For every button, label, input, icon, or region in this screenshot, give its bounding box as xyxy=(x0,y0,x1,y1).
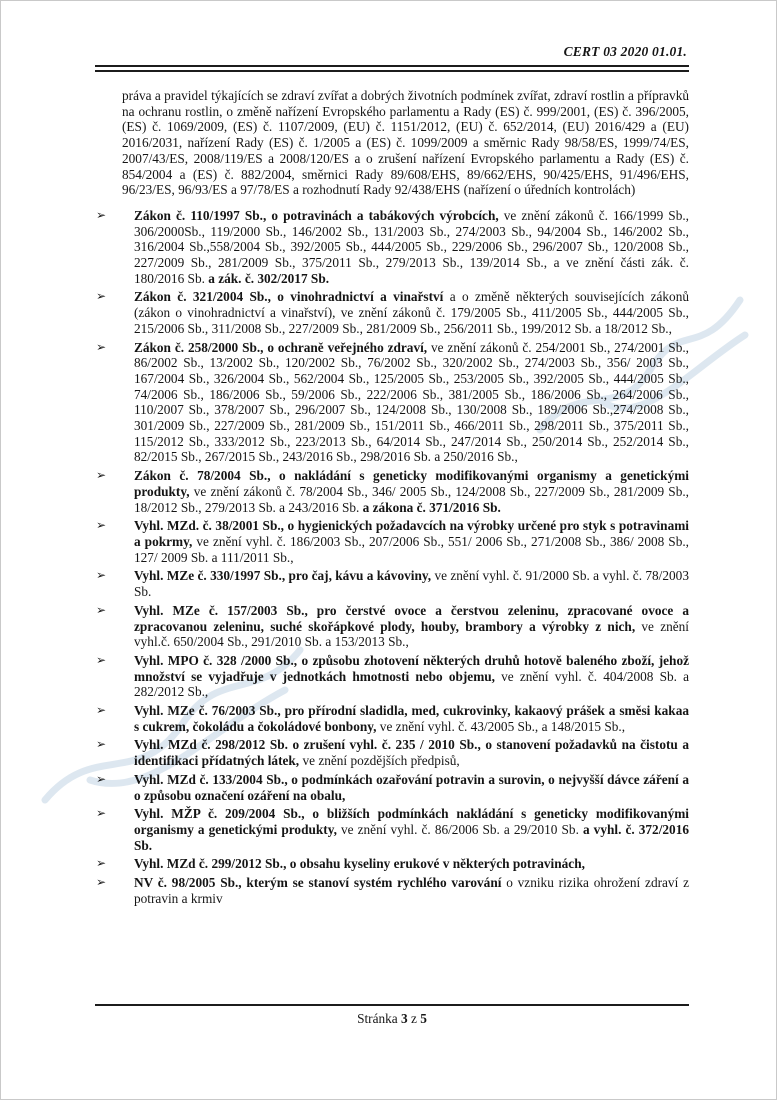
bullet-arrow-icon: ➢ xyxy=(96,339,107,354)
list-item xyxy=(95,703,689,734)
law-item-text xyxy=(134,772,689,803)
law-title-segment: a zák. č. 302/2017 Sb. xyxy=(208,270,330,286)
law-title-segment: Vyhl. MPO č. 328 /2000 Sb., o způsobu zhotovení některých druhů hotově baleného zboží, jehož množství se vyjadřuje v jednotkách hmotnosti nebo objemu, xyxy=(134,652,689,684)
law-item-text xyxy=(134,603,689,649)
bullet-arrow-icon: ➢ xyxy=(96,207,107,222)
list-item xyxy=(95,806,689,853)
list-item xyxy=(95,518,689,565)
list-item xyxy=(95,208,689,287)
law-item-text xyxy=(134,856,585,871)
law-title-segment: Vyhl. MZd. č. 38/2001 Sb., o hygienických požadavcích na výrobky určené pro styk s potravinami a pokrmy, xyxy=(134,518,689,549)
law-item-text xyxy=(134,703,689,734)
intro-paragraph: práva a pravidel týkajících se zdraví zvířat a dobrých životních podmínek zvířat, zdraví rostlin a přípravků na ochranu rostlin, o změně nařízení Evropského parlamentu a Rady (ES) č. 999/2001, (ES) č. 396/2005, (ES) č. 1069/2009, (ES) č. 1107/2009, (EU) č. 1151/2012, (EU) č. 652/2014, (EU) 2016/429 a (EU) 2016/2031, nařízení Rady (ES) č. 1/2005 a (ES) č. 1099/2009 a směrnic Rady 98/58/ES, 1999/74/ES, 2007/43/ES, 2008/119/ES a 2008/120/ES a o zrušení nařízení Evropského parlamentu a Rady (ES) č. 854/2004 a (ES) č. 882/2004, směrnici Rady 89/608/EHS, 89/662/EHS, 90/425/EHS, 91/496/EHS, 96/23/ES, 96/93/ES a 97/78/ES a rozhodnutí Rady 92/438/EHS (nařízení o úředních kontrolách) xyxy=(122,88,689,198)
list-item xyxy=(95,772,689,803)
list-item xyxy=(95,289,689,336)
page-content xyxy=(95,44,689,909)
law-title-segment: Vyhl. MZd č. 299/2012 Sb., o obsahu kyseliny erukové v některých potravinách, xyxy=(134,856,585,872)
bullet-arrow-icon: ➢ xyxy=(96,806,107,821)
law-item-text xyxy=(134,468,689,514)
list-item xyxy=(95,875,689,906)
law-amendments-segment: ve znění vyhl. č. 404/2008 Sb. a 282/2012 Sb., xyxy=(134,668,690,700)
law-amendments-segment: ve znění vyhl.č. 650/2004 Sb., 291/2010 Sb. a 153/2013 Sb., xyxy=(134,618,690,650)
law-item-text xyxy=(134,208,689,286)
law-title-segment: NV č. 98/2005 Sb., kterým se stanoví systém rychlého varování xyxy=(134,875,502,891)
list-item xyxy=(95,603,689,650)
law-title-segment: Vyhl. MZe č. 330/1997 Sb., pro čaj, kávu a kávoviny, xyxy=(134,568,432,584)
page-number-text xyxy=(95,1011,689,1027)
law-item-text xyxy=(134,653,689,699)
of-word: z xyxy=(411,1011,417,1026)
law-title-segment: Zákon č. 258/2000 Sb., o ochraně veřejného zdraví, xyxy=(134,339,428,355)
law-amendments-segment: ve znění zákonů č. 78/2004 Sb., 346/ 2005 Sb., 124/2008 Sb., 227/2009 Sb., 281/2009 Sb., 18/2012 Sb., 279/2013 Sb. a 243/2016 Sb. xyxy=(134,483,689,515)
bullet-arrow-icon: ➢ xyxy=(96,568,107,583)
law-amendments-segment: ve znění zákonů č. 166/1999 Sb., 306/2000Sb., 119/2000 Sb., 146/2002 Sb., 131/2003 Sb., 274/2003 Sb., 94/2004 Sb., 146/2002 Sb., 316/2004 Sb.,558/2004 Sb., 392/2005 Sb., 444/2005 Sb., 229/2006 Sb., 296/2007 Sb., 120/2008 Sb., 227/2009 Sb., 281/2009 Sb., 375/2011 Sb., 279/2013 Sb., 139/2014 Sb., a ve znění části zák. č. 180/2016 Sb. xyxy=(134,207,689,286)
footer-divider xyxy=(95,1004,689,1006)
bullet-arrow-icon: ➢ xyxy=(96,703,107,718)
header-divider xyxy=(95,65,689,72)
law-title-segment: Zákon č. 78/2004 Sb., o nakládání s geneticky modifikovanými organismy a genetickými produkty, xyxy=(134,468,689,499)
law-title-segment: Vyhl. MZe č. 157/2003 Sb., pro čerstvé ovoce a čerstvou zeleninu, zpracované ovoce a zpracovanou zeleninu, suché skořápkové plody, houby, brambory a výrobky z nich, xyxy=(134,602,689,634)
bullet-arrow-icon: ➢ xyxy=(96,518,107,533)
list-item xyxy=(95,468,689,515)
law-amendments-segment: ve znění vyhl. č. 186/2003 Sb., 207/2006 Sb., 551/ 2006 Sb., 271/2008 Sb., 386/ 2008 Sb., 127/ 2009 Sb. a 111/2011 Sb., xyxy=(134,533,689,565)
bullet-arrow-icon: ➢ xyxy=(96,652,107,667)
bullet-arrow-icon: ➢ xyxy=(96,771,107,786)
page-label: Stránka xyxy=(357,1011,398,1026)
law-amendments-segment: ve znění pozdějších předpisů, xyxy=(299,753,460,769)
bullet-arrow-icon: ➢ xyxy=(96,602,107,617)
law-title-segment: Vyhl. MZd č. 298/2012 Sb. o zrušení vyhl. č. 235 / 2010 Sb., o stanovení požadavků na čistotu a identifikaci přídatných látek, xyxy=(134,737,689,769)
list-item xyxy=(95,568,689,599)
law-title-segment: Zákon č. 110/1997 Sb., o potravinách a tabákových výrobcích, xyxy=(134,207,499,223)
bullet-arrow-icon: ➢ xyxy=(96,875,107,890)
page-footer xyxy=(95,1004,689,1027)
law-item-text xyxy=(134,568,689,599)
bullet-arrow-icon: ➢ xyxy=(96,289,107,304)
law-item-text xyxy=(134,340,689,465)
law-list xyxy=(95,208,689,907)
document-code: CERT 03 2020 01.01. xyxy=(563,44,687,59)
law-title-segment: Vyhl. MZd č. 133/2004 Sb., o podmínkách ozařování potravin a surovin, o nejvyšší dávce záření a o způsobu označení ozáření na obalu, xyxy=(134,771,689,803)
law-title-segment: Zákon č. 321/2004 Sb., o vinohradnictví a vinařství xyxy=(134,289,444,305)
law-item-text xyxy=(134,289,689,335)
law-amendments-segment: ve znění vyhl. č. 86/2006 Sb. a 29/2010 Sb. xyxy=(336,821,583,837)
law-title-segment: Vyhl. MZe č. 76/2003 Sb., pro přírodní sladidla, med, cukrovinky, kakaový prášek a směsi kakaa s cukrem, čokoládu a čokoládové bonbony, xyxy=(134,703,689,734)
list-item xyxy=(95,653,689,700)
current-page-number: 3 xyxy=(401,1011,408,1026)
law-title-segment: Vyhl. MŽP č. 209/2004 Sb., o bližších podmínkách nakládání s geneticky modifikovanými organismy a genetickými produkty, xyxy=(134,806,689,837)
law-title-segment: a zákona č. 371/2016 Sb. xyxy=(362,499,501,515)
law-amendments-segment: ve znění vyhl. č. 43/2005 Sb., a 148/2015 Sb., xyxy=(376,718,626,734)
law-item-text xyxy=(134,875,689,906)
law-amendments-segment: o vzniku rizika ohrožení zdraví z potravin a krmiv xyxy=(134,875,689,906)
list-item xyxy=(95,856,689,872)
law-item-text xyxy=(134,806,689,852)
bullet-arrow-icon: ➢ xyxy=(96,468,107,483)
bullet-arrow-icon: ➢ xyxy=(96,737,107,752)
law-item-text xyxy=(134,518,689,564)
law-amendments-segment: ve znění zákonů č. 254/2001 Sb., 274/2001 Sb., 86/2002 Sb., 13/2002 Sb., 120/2002 Sb., 76/2002 Sb., 320/2002 Sb., 274/2003 Sb., 356/ 2003 Sb., 167/2004 Sb., 326/2004 Sb., 562/2004 Sb., 125/2005 Sb., 253/2005 Sb., 392/2005 Sb., 444/2005 Sb., 74/2006 Sb., 186/2006 Sb., 59/2006 Sb., 222/2006 Sb., 381/2005 Sb., 186/2006 Sb., 264/2006 Sb., 110/2007 Sb., 378/2007 Sb., 296/2007 Sb., 124/2008 Sb., 130/2008 Sb., 189/2006 Sb.,274/2008 Sb., 301/2009 Sb., 227/2009 Sb., 281/2009 Sb., 151/2011 Sb., 466/2011 Sb., 298/2011 Sb., 375/2011 Sb., 115/2012 Sb., 333/2012 Sb., 223/2013 Sb., 64/2014 Sb., 247/2014 Sb., 250/2014 Sb., 252/2014 Sb., 82/2015 Sb., 267/2015 Sb., 243/2016 Sb., 298/2016 Sb. a 250/2016 Sb., xyxy=(134,339,689,465)
bullet-arrow-icon: ➢ xyxy=(96,856,107,871)
law-title-segment: a vyhl. č. 372/2016 Sb. xyxy=(134,821,689,853)
list-item xyxy=(95,340,689,466)
total-pages-number: 5 xyxy=(420,1011,427,1026)
law-item-text xyxy=(134,737,689,768)
list-item xyxy=(95,737,689,768)
law-amendments-segment: a o změně některých souvisejících zákonů (zákon o vinohradnictví a vinařství), ve znění zákonů č. 179/2005 Sb., 411/2005 Sb., 444/2005 Sb., 215/2006 Sb., 311/2008 Sb., 227/2009 Sb., 281/2009 Sb., 256/2011 Sb., 199/2012 Sb. a 18/2012 Sb., xyxy=(134,289,689,336)
law-amendments-segment: ve znění vyhl. č. 91/2000 Sb. a vyhl. č. 78/2003 Sb. xyxy=(134,568,689,600)
